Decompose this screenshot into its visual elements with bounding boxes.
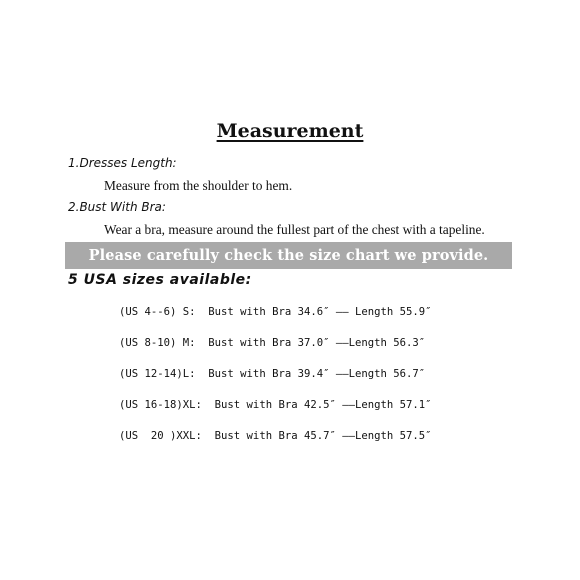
dresses-length-instruction: Measure from the shoulder to hem.: [104, 178, 293, 193]
dresses-length-heading: 1.Dresses Length:: [68, 156, 177, 170]
size-chart-notice-banner: Please carefully check the size chart we provide.: [65, 242, 512, 269]
size-row-xl: (US 16-18)XL: Bust with Bra 42.5″ ——Length 57.1″: [119, 399, 432, 411]
size-row-m: (US 8-10) M: Bust with Bra 37.0″ ——Length 56.3″: [119, 337, 426, 349]
sizes-available-heading: 5 USA sizes available:: [68, 272, 252, 288]
bust-with-bra-heading: 2.Bust With Bra:: [68, 200, 166, 214]
size-row-s: (US 4--6) S: Bust with Bra 34.6″ —— Length 55.9″: [119, 306, 432, 318]
bust-with-bra-instruction: Wear a bra, measure around the fullest part of the chest with a tapeline.: [104, 222, 485, 237]
page-title: Measurement: [216, 120, 364, 142]
size-row-xxl: (US 20 )XXL: Bust with Bra 45.7″ ——Length 57.5″: [119, 430, 432, 442]
size-row-l: (US 12-14)L: Bust with Bra 39.4″ ——Length 56.7″: [119, 368, 426, 380]
